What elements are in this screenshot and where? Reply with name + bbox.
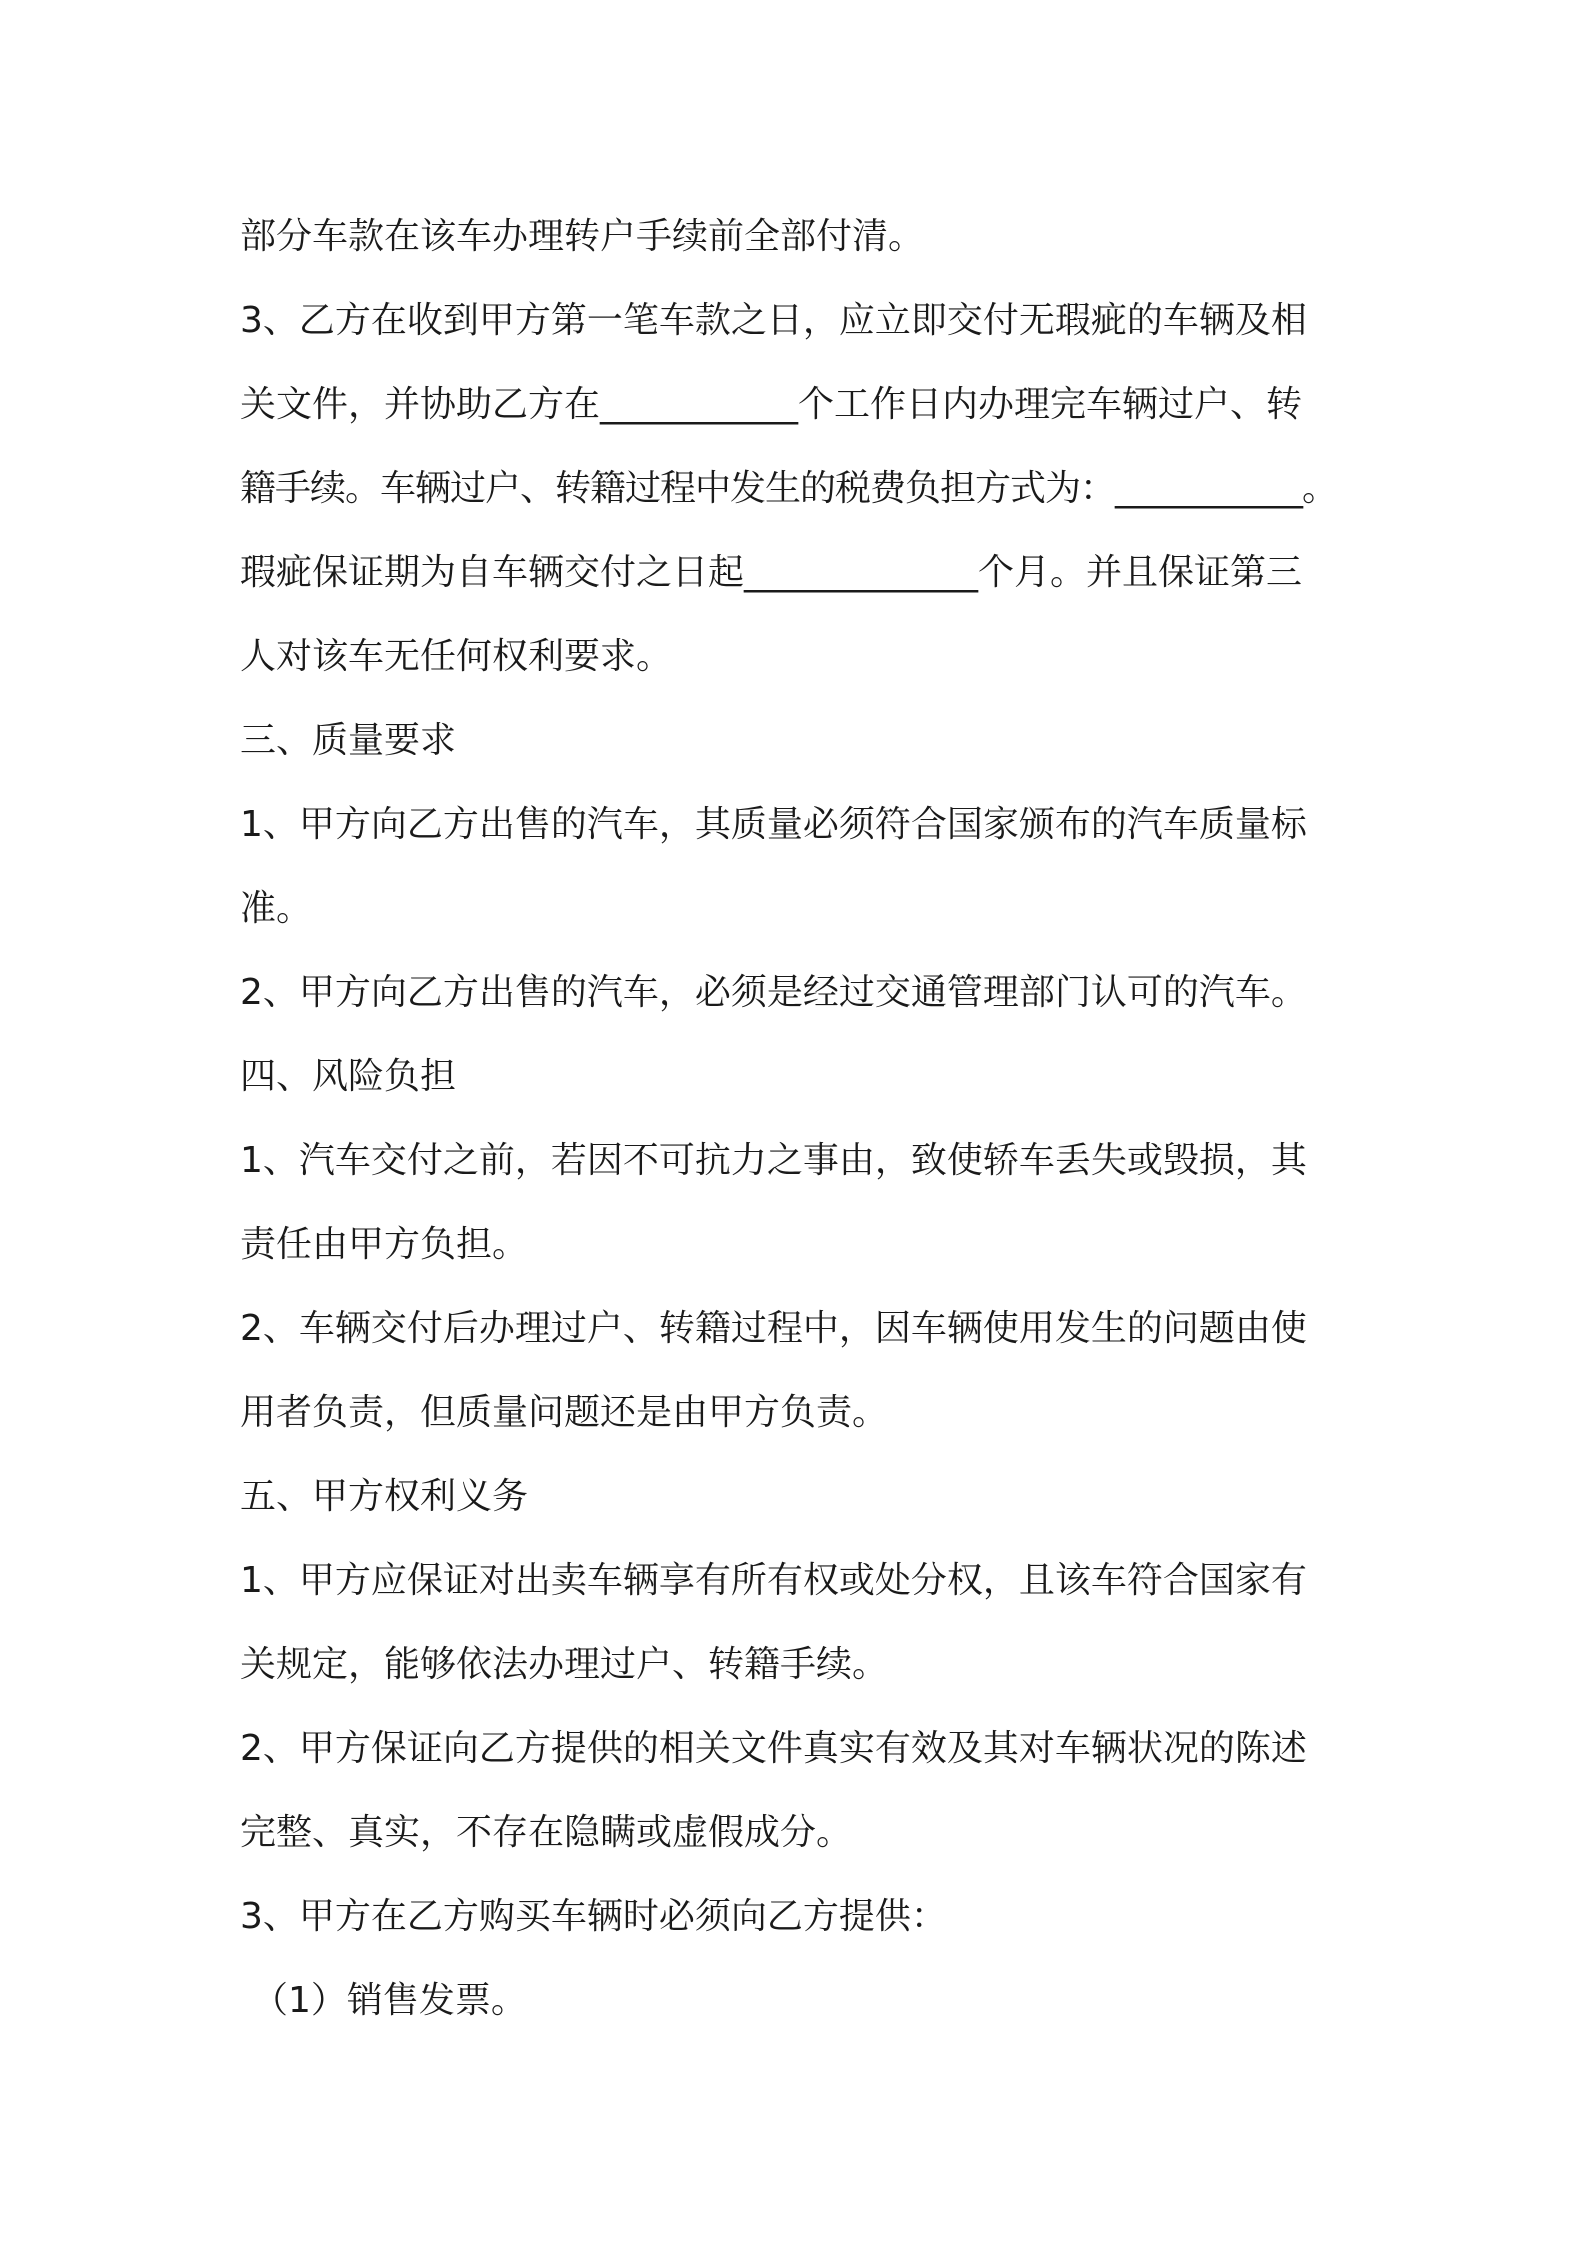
paragraph-line: 瑕疵保证期为自车辆交付之日起_____________个月。并且保证第三 — [240, 552, 1303, 593]
paragraph-line: 关规定，能够依法办理过户、转籍手续。 — [240, 1644, 889, 1685]
paragraph-line: 3、乙方在收到甲方第一笔车款之日，应立即交付无瑕疵的车辆及相 — [240, 300, 1307, 341]
paragraph-line: 2、车辆交付后办理过户、转籍过程中，因车辆使用发生的问题由使 — [240, 1308, 1307, 1349]
paragraph-line: 用者负责，但质量问题还是由甲方负责。 — [240, 1392, 889, 1433]
paragraph-line: 2、甲方向乙方出售的汽车，必须是经过交通管理部门认可的汽车。 — [240, 972, 1307, 1013]
paragraph-line: 准。 — [240, 888, 313, 929]
paragraph-line: 3、甲方在乙方购买车辆时必须向乙方提供： — [240, 1896, 947, 1937]
document-body — [240, 195, 1348, 2043]
section-heading-party-a-rights: 五、甲方权利义务 — [240, 1476, 529, 1517]
section-heading-risk: 四、风险负担 — [240, 1056, 457, 1097]
paragraph-line: 部分车款在该车办理转户手续前全部付清。 — [240, 216, 925, 257]
list-item-invoice: （1）销售发票。 — [252, 1980, 527, 2021]
paragraph-line: 人对该车无任何权利要求。 — [240, 636, 673, 677]
paragraph-line: 关文件，并协助乙方在___________个工作日内办理完车辆过户、转 — [240, 384, 1303, 425]
paragraph-line: 1、甲方向乙方出售的汽车，其质量必须符合国家颁布的汽车质量标 — [240, 804, 1307, 845]
paragraph-line: 2、甲方保证向乙方提供的相关文件真实有效及其对车辆状况的陈述 — [240, 1728, 1307, 1769]
paragraph-line: 籍手续。车辆过户、转籍过程中发生的税费负担方式为：___________。 — [240, 468, 1338, 509]
paragraph-line: 责任由甲方负担。 — [240, 1224, 529, 1265]
paragraph-line: 完整、真实，不存在隐瞒或虚假成分。 — [240, 1812, 853, 1853]
paragraph-line: 1、甲方应保证对出卖车辆享有所有权或处分权，且该车符合国家有 — [240, 1560, 1307, 1601]
section-heading-quality: 三、质量要求 — [240, 720, 457, 761]
paragraph-line: 1、汽车交付之前，若因不可抗力之事由，致使轿车丢失或毁损，其 — [240, 1140, 1307, 1181]
